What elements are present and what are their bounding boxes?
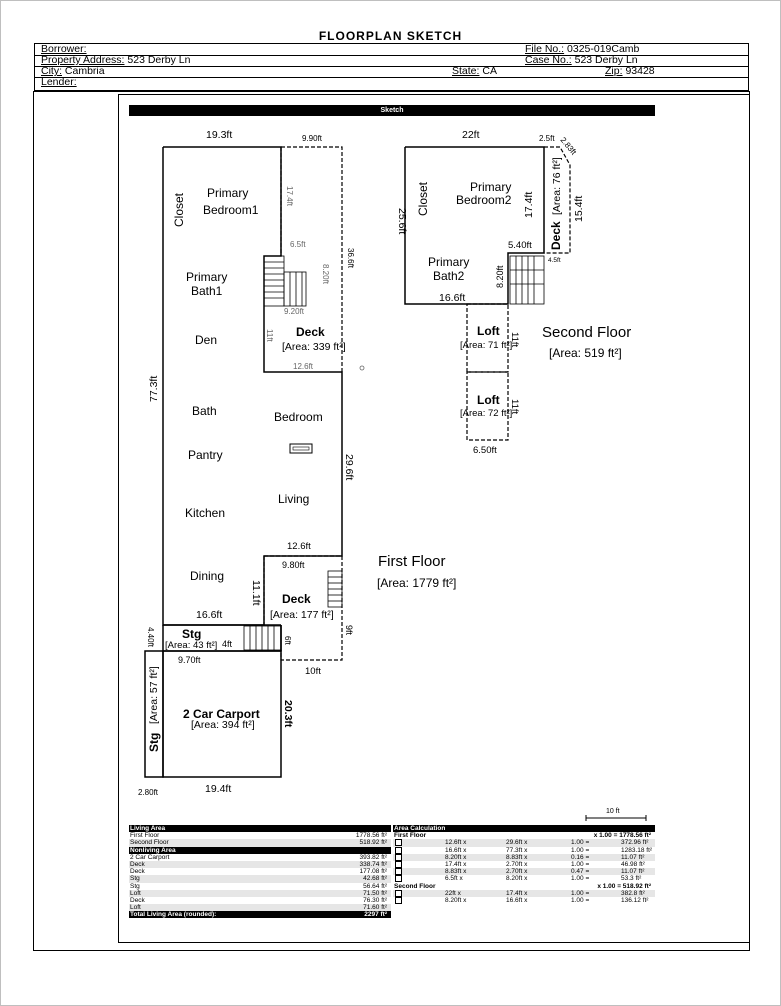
checkbox-icon [395,847,402,854]
sf-dim-stair-side: 8.20ft [495,265,505,288]
area-name: Deck [130,860,145,868]
ff-dim-deck-top: 9.80ft [282,560,305,570]
sf-room-primary-bath2-b: Bath2 [433,269,465,283]
table-row [393,847,655,854]
room-bath: Bath [192,404,217,418]
calc-first-floor-row [393,832,655,839]
nonliving-area-header [129,847,391,854]
second-stairs [510,256,544,304]
table-row [129,883,391,890]
room-den: Den [195,333,218,347]
ff-dim-right: 29.6ft [343,454,355,481]
table-row [129,868,391,875]
sf-dim-bottom: 16.6ft [439,292,466,304]
checkbox-icon [395,861,402,868]
sf-deck-label: Deck [549,221,563,250]
ff-dim-deck-bottom: 10ft [305,666,321,677]
document-title: FLOORPLAN SKETCH [318,29,463,43]
sf-dim-deck-bottom: 5.40ft [508,240,532,251]
calc-first-total: x 1.00 = 1778.56 ft² [593,832,651,840]
fixture-inner [293,447,309,450]
sf-dim-right: 17.4ft [523,191,535,218]
case-no-value: 523 Derby Ln [574,54,638,66]
ff-dim-top: 19.3ft [206,129,233,141]
room-primary-bath1-a: Primary [186,270,228,284]
table-row [129,839,391,846]
table-row [129,854,391,861]
table-row [129,890,391,897]
carport-dim-top: 9.70ft [178,655,201,665]
calc-cell-b: 2.70ft x [506,860,528,868]
first-floor-title: First Floor [378,553,446,570]
sf-room-primary-bedroom2-b: Bedroom2 [456,193,512,207]
table-row [393,875,655,882]
room-primary-bedroom1-a: Primary [207,186,249,200]
calc-cell-c: 0.16 = [571,853,590,861]
calc-cell-c: 0.47 = [571,868,590,876]
area-value: 177.08 ft² [359,868,387,876]
ff-dim-left: 77.3ft [148,375,160,402]
checkbox-icon [395,839,402,846]
marker-dot [360,366,364,370]
calc-cell-a: 8.20ft x [445,896,467,904]
checkbox-icon [395,890,402,897]
area-name: Second Floor [130,839,169,847]
scale-bar [586,815,646,821]
table-row [393,868,655,875]
table-row [129,832,391,839]
first-floor-area: [Area: 1779 ft²] [377,576,457,590]
area-name: Stg [130,882,140,890]
calc-second-label: Second Floor [394,882,436,890]
calc-cell-b: 17.4ft x [506,889,528,897]
lower-deck-area: [Area: 177 ft²] [270,609,334,621]
area-value: 393.82 ft² [359,853,387,861]
checkbox-icon [395,868,402,875]
upper-deck-label: Deck [296,325,325,339]
calc-cell-b: 8.20ft x [506,875,528,883]
calc-cell-d: 1283.18 ft² [621,846,653,854]
second-floor-outline [405,147,544,304]
room-kitchen: Kitchen [185,506,226,520]
area-calculation-column [393,825,655,904]
calc-cell-a: 16.6ft x [445,846,467,854]
case-no-label: Case No.: [525,54,572,66]
address-value: 523 Derby Ln [127,54,191,66]
scale-label: 10 ft [606,808,620,815]
upper-deck-area: [Area: 339 ft²] [282,341,346,353]
calc-cell-b: 29.6ft x [506,839,528,847]
address-label: Property Address: [41,54,125,66]
checkbox-icon [395,854,402,861]
calc-cell-a: 17.4ft x [445,860,467,868]
carport-label: 2 Car Carport [183,707,260,721]
calc-cell-d: 11.07 ft² [621,853,645,861]
second-floor-title: Second Floor [542,324,632,341]
table-row [393,890,655,897]
state-value: CA [482,65,497,77]
area-value: 71.60 ft² [363,904,387,912]
loft2-bottom: 6.50ft [473,445,497,456]
ff-dim-stg-side: 4.40ft [146,627,155,648]
borrower-label: Borrower: [41,43,87,55]
area-value: 56.64 ft² [363,882,387,890]
lower-deck-outline [264,556,342,660]
calc-cell-d: 372.96 ft² [621,839,649,847]
nonliving-header-text: Nonliving Area [130,846,176,854]
calc-cell-d: 53.3 ft² [621,875,642,883]
room-dining: Dining [190,569,225,583]
loft1-side: 11ft [509,332,520,348]
ff-dim-stg-top: 16.6ft [196,609,223,621]
sf-dim-top: 22ft [462,129,480,141]
table-row [129,904,391,911]
stairs-upper [264,256,306,306]
sf-room-primary-bedroom2-a: Primary [470,180,512,194]
calc-cell-b: 77.3ft x [506,846,528,854]
loft2-side: 11ft [509,399,520,415]
calc-cell-c: 1.00 = [571,889,590,897]
sf-deck-d2: 2.83ft [558,135,579,157]
calc-cell-c: 1.00 = [571,839,590,847]
calc-cell-b: 16.6ft x [506,896,528,904]
upper-deck-d3: 6.5ft [290,240,306,249]
table-row [393,854,655,861]
carport-dim-right: 20.3ft [282,700,294,728]
calc-cell-a: 12.6ft x [445,839,467,847]
calc-cell-c: 1.00 = [571,846,590,854]
area-name: Loft [130,889,141,897]
calc-cell-d: 11.07 ft² [621,868,645,876]
sf-deck-d3: 15.4ft [573,195,585,222]
calc-cell-a: 6.5ft x [445,875,463,883]
file-no-label: File No.: [525,43,565,55]
sf-deck-d1: 2.5ft [539,134,555,143]
second-floor-area: [Area: 519 ft²] [549,346,622,360]
upper-deck-d6: 9.20ft [284,307,305,316]
calc-cell-d: 46.98 ft² [621,860,645,868]
room-living: Living [278,492,310,506]
calc-cell-a: 8.83ft x [445,868,467,876]
ff-dim-deck-right: 9ft [344,625,354,636]
sketch-bar: Sketch [129,105,655,116]
sf-dim-left: 25.6ft [396,208,408,235]
area-value: 518.92 ft² [359,839,387,847]
loft1-area: [Area: 71 ft²] [460,340,513,351]
stg-label: Stg [182,627,202,641]
loft1-label: Loft [477,324,500,338]
upper-deck-d8: 12.6ft [293,362,314,371]
calc-second-floor-row [393,883,655,890]
zip-value: 93428 [625,65,655,77]
living-area-header: Living Area [129,825,391,832]
state-label: State: [452,65,480,77]
file-no-value: 0325-019Camb [567,43,640,55]
checkbox-icon [395,897,402,904]
upper-deck-d4: 36.6ft [346,248,355,269]
ff-dim-stair-small: 6ft [283,636,292,645]
room-primary-bath1-b: Bath1 [191,284,223,298]
room-primary-bedroom1-b: Bedroom1 [203,203,259,217]
ff-dim-living-bottom: 12.6ft [287,541,311,552]
loft2-label: Loft [477,393,500,407]
table-row [129,875,391,882]
area-name: 2 Car Carport [130,853,170,861]
room-closet-1: Closet [172,192,186,227]
city-label: City: [41,65,62,77]
carport-area: [Area: 394 ft²] [191,719,255,731]
upper-deck-d2: 17.4ft [285,186,294,207]
ff-dim-dining-side: 11.1ft [250,580,262,606]
upper-deck-d7: 11ft [265,329,274,342]
upper-deck-d5: 8.20ft [321,264,330,285]
lender-label: Lender: [41,76,77,88]
area-value: 76.30 ft² [363,896,387,904]
total-label: Total Living Area (rounded): [130,911,217,919]
city-value: Cambria [64,65,105,77]
calc-cell-a: 8.20ft x [445,853,467,861]
stg-carport-area: [Area: 57 ft²] [148,666,160,724]
table-row [129,861,391,868]
calc-cell-d: 382.8 ft² [621,889,645,897]
total-living-area-row [129,911,391,918]
sf-dim-stair-small: 4.5ft [548,257,561,264]
area-name: Loft [130,904,141,912]
table-row [393,897,655,904]
room-pantry: Pantry [188,448,223,462]
table-row [393,861,655,868]
calc-cell-c: 1.00 = [571,875,590,883]
checkbox-icon [395,875,402,882]
area-value: 1778.56 ft² [355,832,387,840]
area-name: First Floor [130,832,160,840]
sf-deck-area: [Area: 76 ft²] [551,157,563,215]
lower-deck-label: Deck [282,592,311,606]
living-area-column [129,825,391,918]
calc-cell-b: 8.83ft x [506,853,528,861]
table-row [393,839,655,846]
sf-room-closet: Closet [416,181,430,216]
calc-cell-c: 1.00 = [571,860,590,868]
table-row [129,897,391,904]
area-name: Deck [130,868,145,876]
ff-dim-stg-small: 4ft [222,639,233,649]
area-name: Stg [130,875,140,883]
calc-cell-b: 2.70ft x [506,868,528,876]
area-value: 42.68 ft² [363,875,387,883]
upper-deck-d1: 9.90ft [302,134,323,143]
loft2-area: [Area: 72 ft²] [460,408,513,419]
carport-stg-width: 2.80ft [138,788,159,797]
stg-area: [Area: 43 ft²] [165,640,218,651]
total-value: 2297 ft² [364,911,387,919]
stg-carport-label: Stg [147,732,161,752]
zip-label: Zip: [605,65,623,77]
calc-cell-d: 136.12 ft² [621,896,649,904]
calc-cell-c: 1.00 = [571,896,590,904]
carport-dim-bottom: 19.4ft [205,783,232,795]
calc-first-label: First Floor [394,832,427,840]
area-calculation-header: Area Calculation [393,825,655,832]
sf-room-primary-bath2-a: Primary [428,255,470,269]
calc-cell-a: 22ft x [445,889,461,897]
room-bedroom: Bedroom [274,410,323,424]
calc-second-total: x 1.00 = 518.92 ft² [597,882,651,890]
area-value: 71.50 ft² [363,889,387,897]
area-name: Deck [130,896,145,904]
area-value: 338.74 ft² [359,860,387,868]
